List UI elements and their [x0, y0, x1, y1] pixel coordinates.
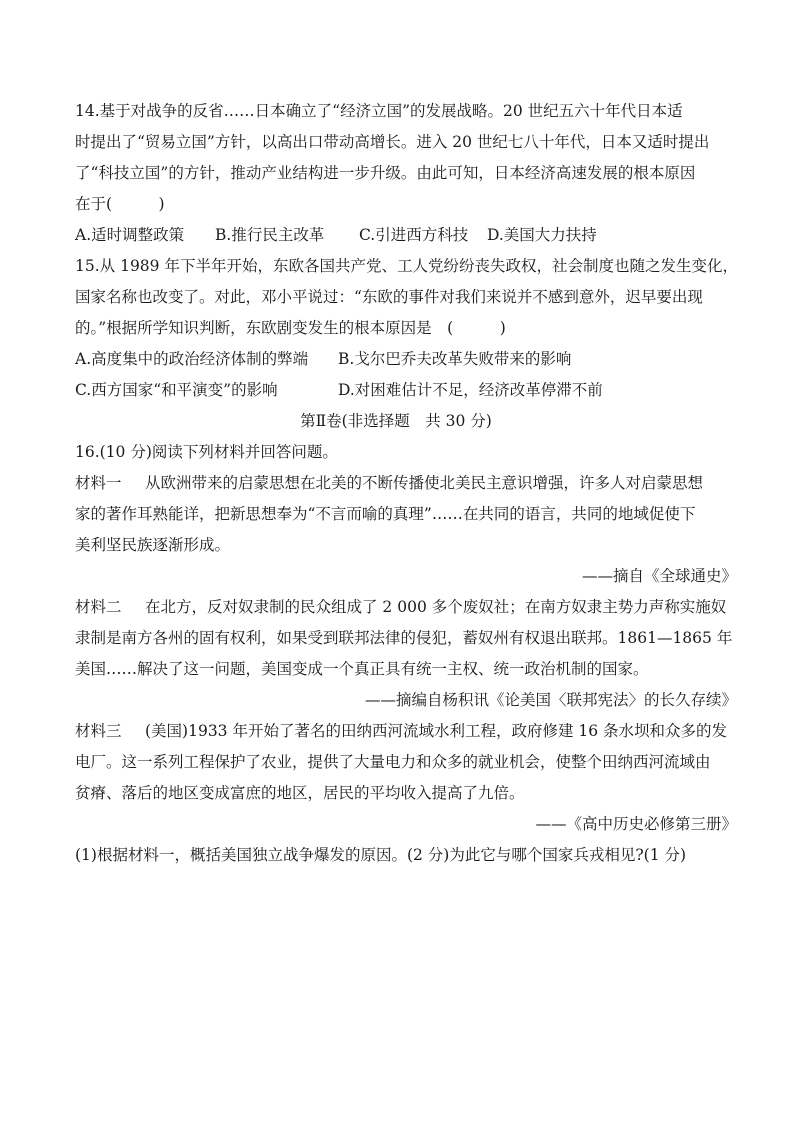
q14-line-2: 时提出了“贸易立国”方针，以高出口带动高增长。进入 20 世纪七八十年代，日本又适时提出: [75, 133, 710, 151]
material-2-source: ——摘编自杨积讯《论美国〈联邦宪法〉的长久存续》: [364, 691, 737, 709]
q15-option-d: D.对困难估计不足，经济改革停滞不前: [338, 381, 603, 399]
material-3: [75, 716, 737, 840]
q15-line-1: 15.从 1989 年下半年开始，东欧各国共产党、工人党纷纷丧失政权，社会制度也随之发生变化，: [75, 257, 738, 275]
material-1: [75, 468, 737, 592]
material-3-source: ——《高中历史必修第三册》: [535, 815, 737, 833]
exam-page: [75, 96, 738, 871]
material-2-line-2: 隶制是南方各州的固有权利，如果受到联邦法律的侵犯，蓄奴州有权退出联邦。1861—1865 年: [75, 629, 733, 647]
material-2-label: 材料二: [75, 598, 122, 616]
q15-option-a: A.高度集中的政治经济体制的弊端: [75, 350, 309, 368]
material-1-label: 材料一: [75, 474, 122, 492]
q15-line-3: 的。”根据所学知识判断，东欧剧变发生的根本原因是 ( ): [75, 319, 506, 337]
material-1-line-1: [75, 468, 725, 499]
question-14: [75, 96, 725, 251]
q16-subquestion-1: (1)根据材料一，概括美国独立战争爆发的原因。(2 分)为此它与哪个国家兵戎相见?(1 分): [75, 846, 687, 864]
q14-options: [75, 220, 725, 251]
q15-line-2: 国家名称也改变了。对此，邓小平说过：“东欧的事件对我们来说并不感到意外，迟早要出现: [75, 288, 703, 306]
material-1-line-3: 美利坚民族逐渐形成。: [75, 536, 231, 554]
q14-option-b: B.推行民主改革: [215, 226, 325, 244]
material-3-text-1: (美国)1933 年开始了著名的田纳西河流域水利工程，政府修建 16 条水坝和众多的发: [145, 722, 728, 740]
material-1-line-2: 家的著作耳熟能详，把新思想奉为“不言而喻的真理”……在共同的语言，共同的地域促使下: [75, 505, 696, 523]
q14-option-a: A.适时调整政策: [75, 226, 185, 244]
section-title: 第Ⅱ卷(非选择题 共 30 分): [300, 412, 492, 430]
material-3-line-3: 贫瘠、落后的地区变成富庶的地区，居民的平均收入提高了九倍。: [75, 784, 525, 802]
material-1-text-1: 从欧洲带来的启蒙思想在北美的不断传播使北美民主意识增强，许多人对启蒙思想: [145, 474, 704, 492]
material-1-source: ——摘自《全球通史》: [581, 567, 737, 585]
q14-line-4: 在于( ): [75, 195, 165, 213]
q14-line-3: 了“科技立国”的方针，推动产业结构进一步升级。由此可知，日本经济高速发展的根本原因: [75, 164, 696, 182]
q15-options-row-2: [75, 375, 725, 406]
q15-options-row-1: [75, 344, 725, 375]
q15-option-b: B.戈尔巴乔夫改革失败带来的影响: [338, 350, 572, 368]
q15-option-c: C.西方国家“和平演变”的影响: [75, 381, 278, 399]
material-2: [75, 592, 737, 716]
q14-line-1: 14.基于对战争的反省……日本确立了“经济立国”的发展战略。20 世纪五六十年代日本适: [75, 102, 683, 120]
question-16: [75, 437, 737, 871]
question-15: [75, 251, 738, 406]
q14-option-c: C.引进西方科技: [359, 226, 469, 244]
material-2-line-1: [75, 592, 725, 623]
material-3-line-2: 电厂。这一系列工程保护了农业，提供了大量电力和众多的就业机会，使整个田纳西河流域由: [75, 753, 711, 771]
material-3-label: 材料三: [75, 722, 122, 740]
material-2-text-1: 在北方，反对奴隶制的民众组成了 2 000 多个废奴社；在南方奴隶主势力声称实施奴: [145, 598, 727, 616]
q14-option-d: D.美国大力扶持: [487, 226, 597, 244]
material-3-line-1: [75, 716, 728, 747]
material-2-line-3: 美国……解决了这一问题，美国变成一个真正具有统一主权、统一政治机制的国家。: [75, 660, 649, 678]
q16-intro: 16.(10 分)阅读下列材料并回答问题。: [75, 443, 338, 461]
